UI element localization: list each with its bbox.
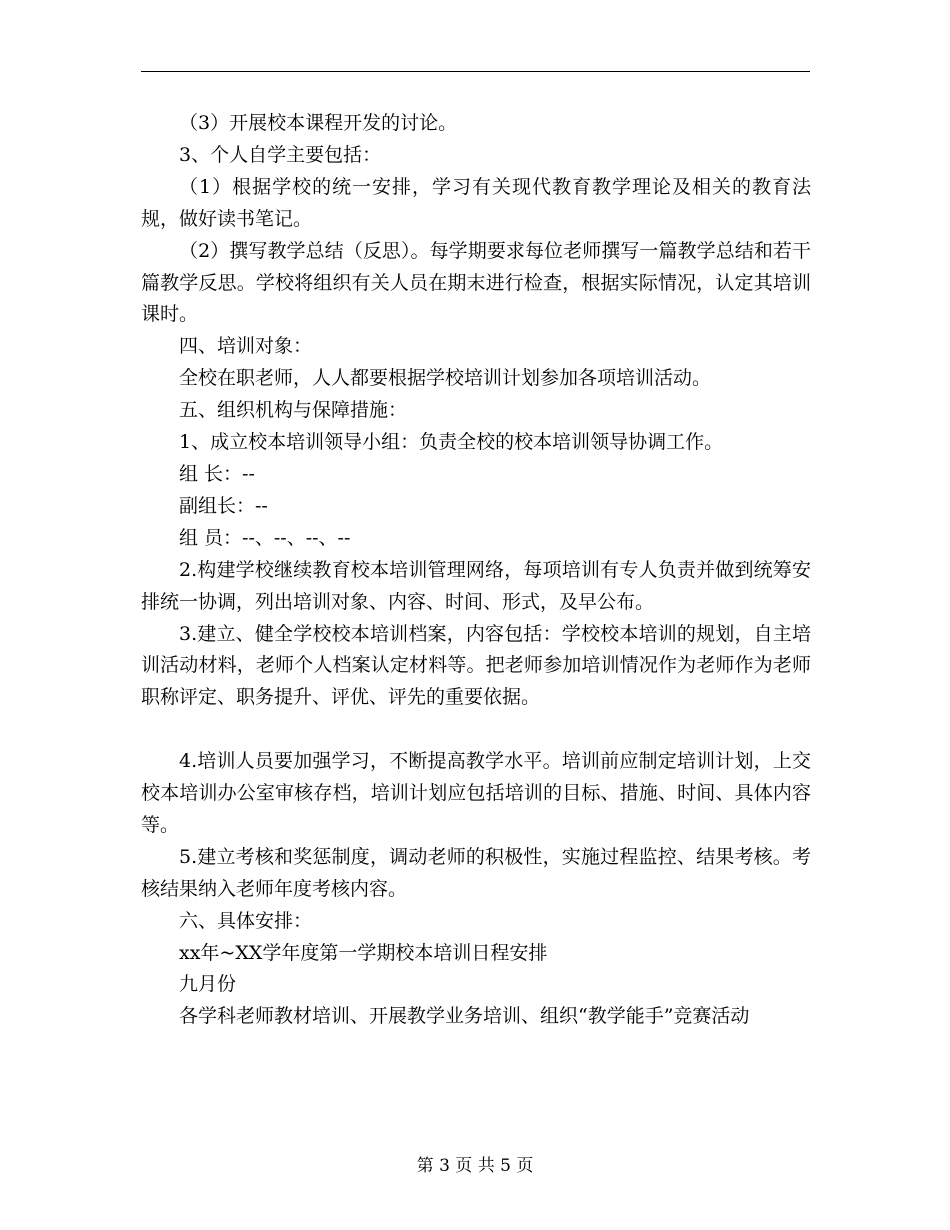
paragraph: 各学科老师教材培训、开展教学业务培训、组织“教学能手”竞赛活动: [179, 1005, 750, 1028]
document-body: [141, 108, 811, 1033]
page-number: 第 3 页 共 5 页: [416, 1156, 534, 1176]
member-line: 组 员：--、--、--、--: [179, 526, 351, 549]
section-heading: 六、具体安排：: [179, 909, 313, 932]
section-heading: 四、培训对象：: [179, 335, 313, 358]
member-line: 副组长：--: [179, 494, 268, 517]
section-heading: 3、个人自学主要包括：: [179, 143, 382, 166]
paragraph: （3）开展校本课程开发的讨论。: [179, 112, 458, 134]
section-heading: 五、组织机构与保障措施：: [179, 399, 408, 422]
paragraph: （2）撰写教学总结（反思）。每学期要求每位老师撰写一篇教学总结和若干篇教学反思。学校将组织有关人员在期末进行检查，根据实际情况，认定其培训课时。: [141, 239, 811, 326]
paragraph: 3.建立、健全学校校本培训档案，内容包括：学校校本培训的规划，自主培训活动材料，老师个人档案认定材料等。把老师参加培训情况作为老师作为老师职称评定、职务提升、评优、评先的重要依据。: [141, 622, 811, 709]
paragraph: 全校在职老师，人人都要根据学校培训计划参加各项培训活动。: [179, 367, 712, 390]
member-line: 组 长：--: [179, 462, 255, 485]
paragraph: （1）根据学校的统一安排，学习有关现代教育教学理论及相关的教育法规，做好读书笔记。: [141, 175, 811, 230]
paragraph: 2.构建学校继续教育校本培训管理网络，每项培训有专人负责并做到统筹安排统一协调，列出培训对象、内容、时间、形式，及早公布。: [141, 558, 811, 613]
schedule-title: xx年~XX学年度第一学期校本培训日程安排: [179, 941, 548, 964]
blank-line: [141, 714, 811, 746]
paragraph: 4.培训人员要加强学习，不断提高教学水平。培训前应制定培训计划，上交校本培训办公室审核存档，培训计划应包括培训的目标、措施、时间、具体内容等。: [141, 750, 811, 836]
paragraph: 1、成立校本培训领导小组：负责全校的校本培训领导协调工作。: [179, 431, 724, 454]
header-rule: [141, 71, 810, 72]
month-heading: 九月份: [179, 973, 237, 996]
paragraph: 5.建立考核和奖惩制度，调动老师的积极性，实施过程监控、结果考核。考核结果纳入老师年度考核内容。: [141, 845, 811, 900]
